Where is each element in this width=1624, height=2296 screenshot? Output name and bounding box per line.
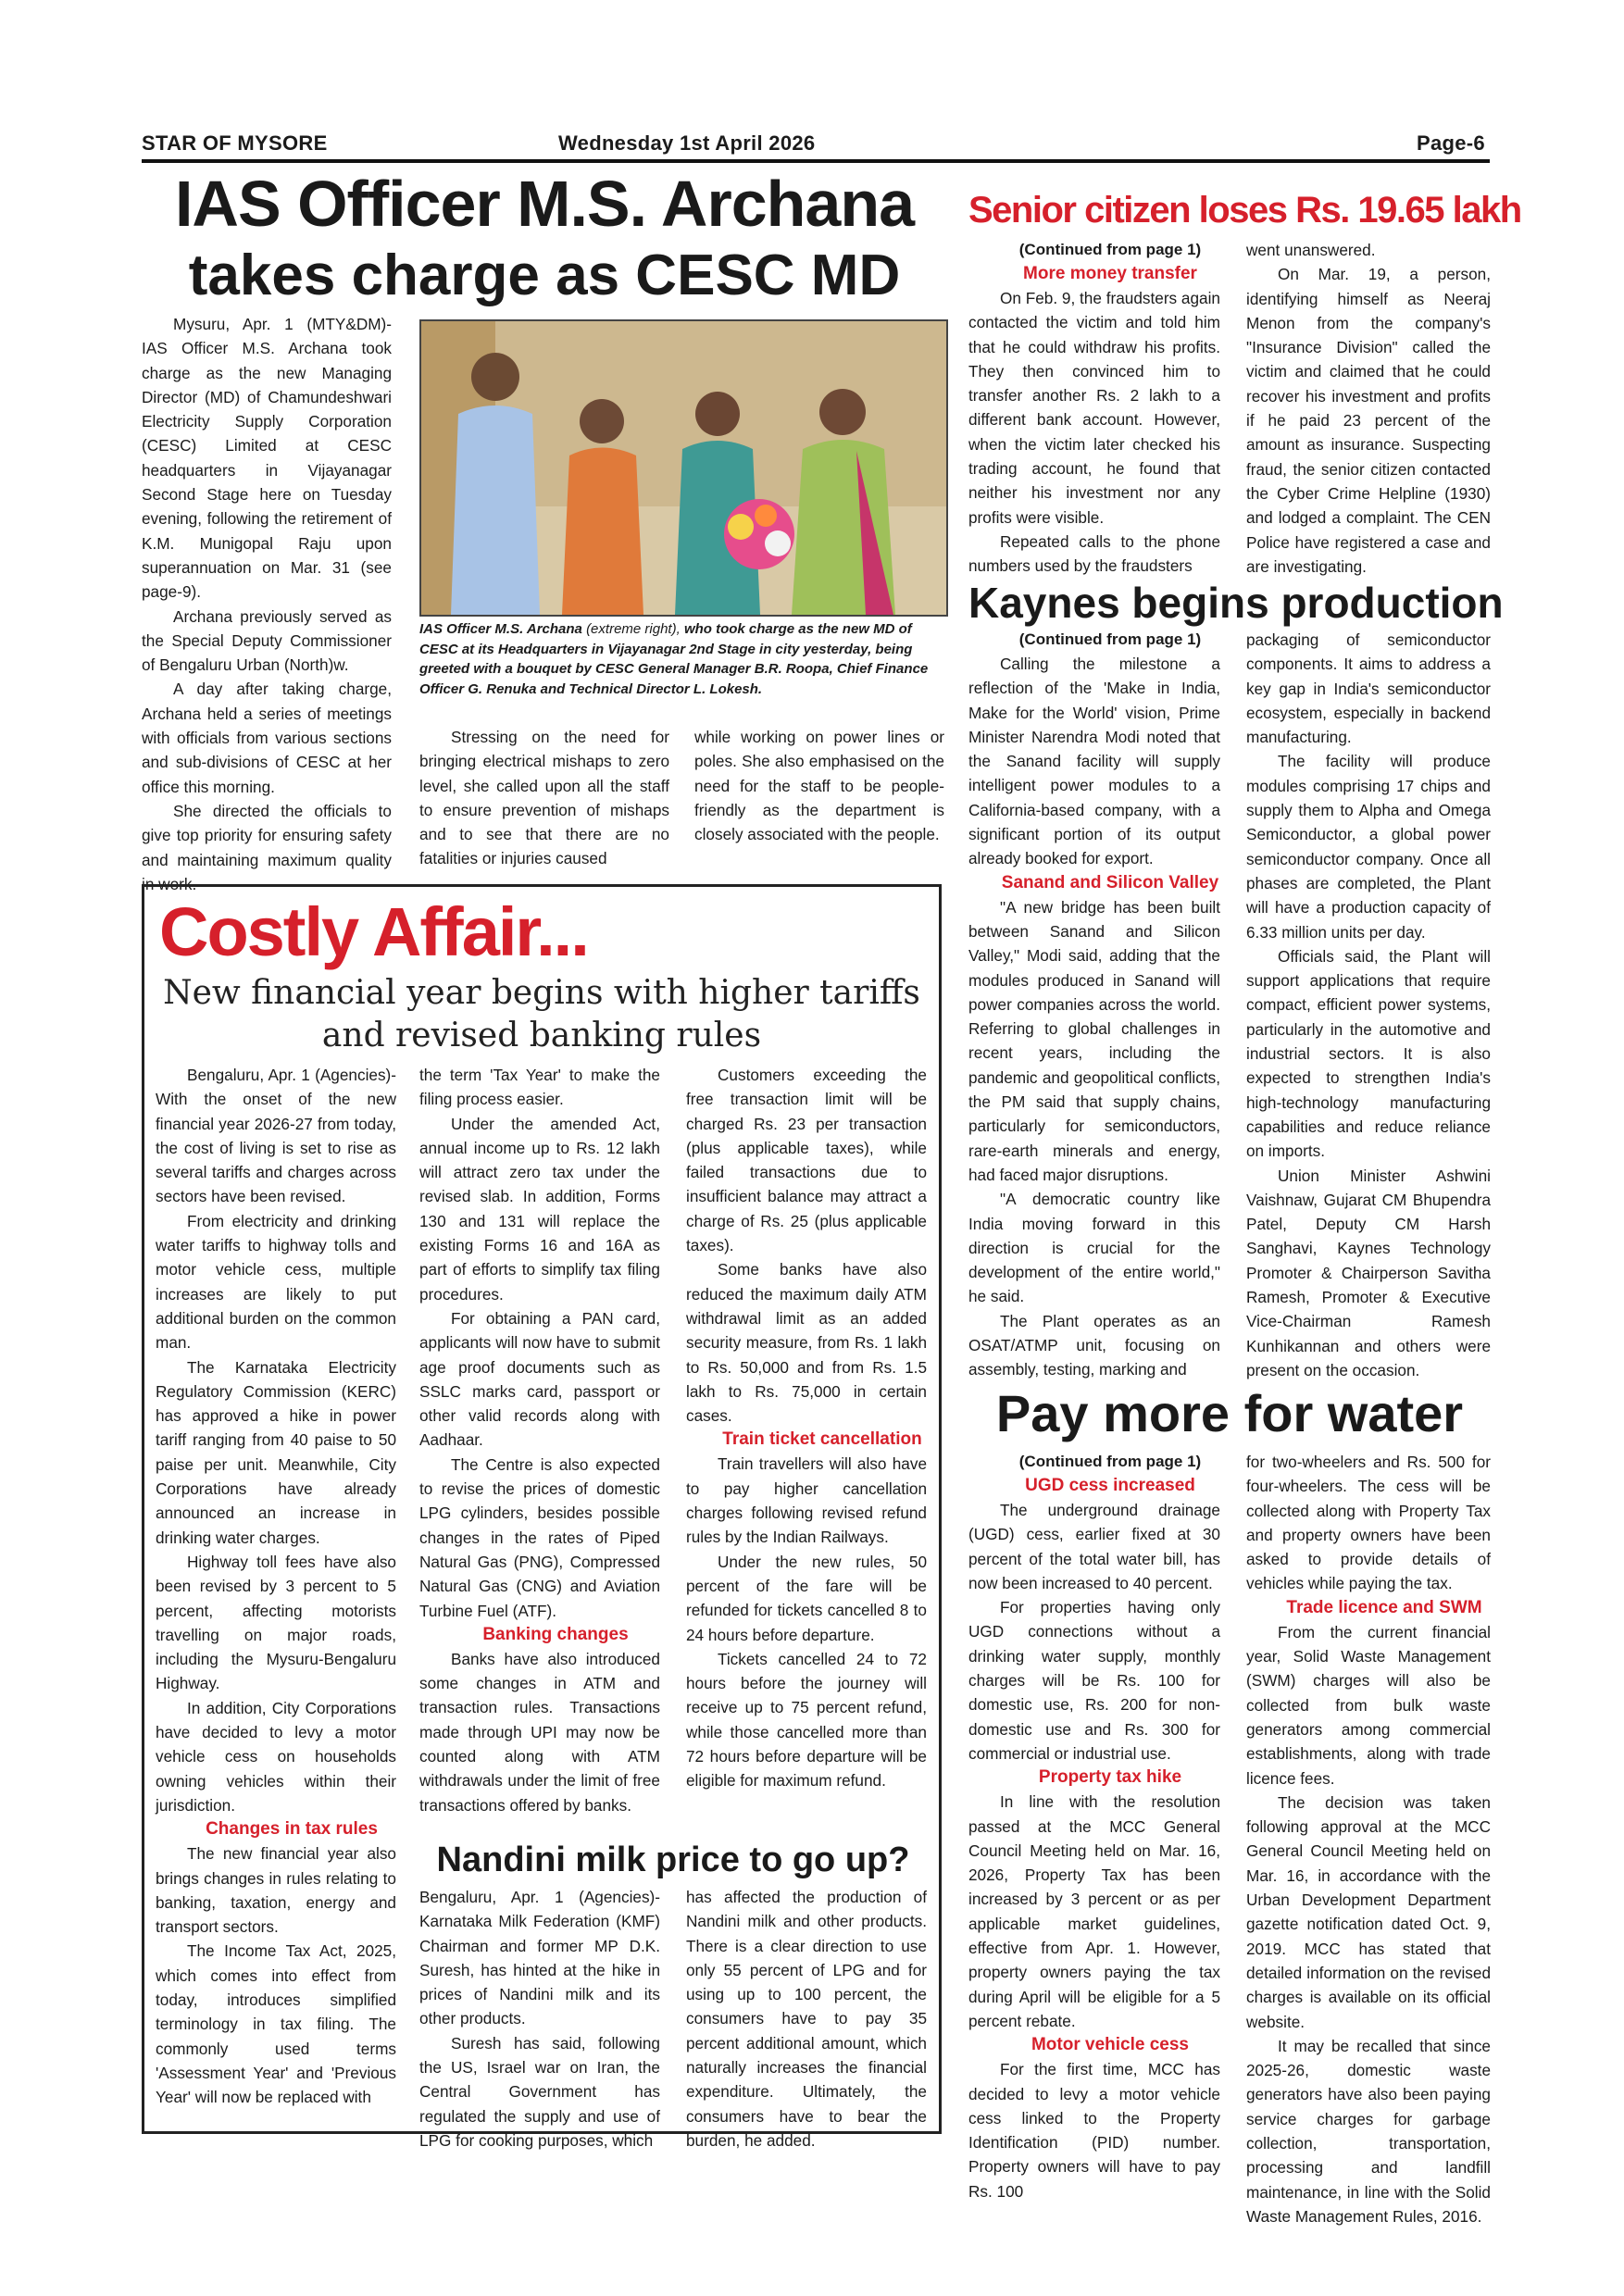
costly-para: The Income Tax Act, 2025, which comes into effect from today, introduces simplified terminology in tax filing. The commonly used terms 'Assessment Year' and 'Previous Year' will now be replaced with	[156, 1941, 396, 2107]
continued-label: (Continued from page 1)	[1018, 241, 1202, 258]
kaynes-column-1	[968, 628, 1220, 1382]
nandini-para: Suresh has said, following the US, Israel war on Iran, the Central Government has regulated the supply and use of LPG for cooking purposes, which	[419, 2033, 660, 2150]
kaynes-para: Union Minister Ashwini Vaishnaw, Gujarat CM Bhupendra Patel, Deputy CM Harsh Sanghavi, Kaynes Technology Promoter & Chairperson Savitha Ramesh, Promoter & Executive Vice-Chairman Ramesh Kunhikannan and others were present on the occasion.	[1246, 1166, 1491, 1379]
masthead-date: Wednesday 1st April 2026	[558, 131, 816, 155]
water-para: For properties having only UGD connections without a drinking water supply, monthly charges will be Rs. 100 for domestic use, Rs. 200 for non-domestic use and Rs. 300 for commercial or industrial use.	[968, 1598, 1220, 1763]
nandini-headline: Nandini milk price to go up?	[436, 1841, 910, 1879]
caption-paren: (extreme right),	[586, 621, 681, 637]
water-para: The underground drainage (UGD) cess, earlier fixed at 30 percent of the total water bill, has now been increased to 40 percent.	[968, 1501, 1220, 1592]
costly-para: Highway toll fees have also been revised by 3 percent to 5 percent, affecting motorists travelling on major roads, including the Mysuru-Bengaluru Highway.	[156, 1552, 396, 1693]
subhead: Sanand and Silicon Valley	[1001, 872, 1219, 892]
costly-para: Under the new rules, 50 percent of the fare will be refunded for tickets cancelled 8 to 24 hours before departure.	[686, 1552, 927, 1644]
masthead-page-number: Page-6	[1417, 131, 1485, 155]
continued-label: (Continued from page 1)	[1018, 1453, 1202, 1470]
archana-para: Archana previously served as the Special Deputy Commissioner of Bengaluru Urban (North)w.	[142, 606, 392, 675]
senior-headline: Senior citizen loses Rs. 19.65 lakh	[968, 190, 1521, 231]
costly-column-3	[686, 1063, 927, 1793]
costly-deck: New financial year begins with higher tariffs and revised banking rules	[163, 974, 920, 1054]
kaynes-para: The facility will produce modules comprising 17 chips and supply them to Alpha and Omega Semiconductor, a global power semiconductor company. Once all phases are completed, the Plant will have a production capacity of 6.33 million units per day.	[1246, 752, 1491, 942]
costly-para: Under the amended Act, annual income up to Rs. 12 lakh will attract zero tax under the revised slab. In addition, Forms 130 and 131 will replace the existing Forms 16 and 16A as part of efforts to simplify tax filing procedures.	[419, 1114, 660, 1304]
water-para: In line with the resolution passed at the MCC General Council Meeting held on Mar. 16, 2026, Property Tax has been increased by 3 percent or as per applicable market guidelines, effective from Apr. 1. However, property owners paying the tax during April will be eligible for a 5 percent rebate.	[968, 1792, 1220, 2030]
kaynes-para: packaging of semiconductor components. It aims to address a key gap in India's semiconductor ecosystem, especially in backend manufacturing.	[1246, 630, 1491, 747]
senior-column-2	[1246, 238, 1491, 579]
costly-para: The Karnataka Electricity Regulatory Commission (KERC) has approved a hike in power tariff ranging from 40 paise to 50 paise per unit. Meanwhile, City Corporations have already announced an increase in drinking water charges.	[156, 1357, 396, 1547]
water-column-1	[968, 1450, 1220, 2203]
costly-para: The new financial year also brings changes in rules relating to banking, taxation, energy and transport sectors.	[156, 1844, 396, 1937]
costly-para: Train travellers will also have to pay higher cancellation charges following revised refund rules by the Indian Railways.	[686, 1454, 927, 1547]
costly-para: From electricity and drinking water tariffs to highway tolls and motor vehicle cess, multiple increases are likely to put additional burden on the common man.	[156, 1211, 396, 1353]
kaynes-para: The Plant operates as an OSAT/ATMP unit, focusing on assembly, testing, marking and	[968, 1311, 1220, 1379]
archana-para: Stressing on the need for bringing electrical mishaps to zero level, she called upon all the staff to ensure prevention of mishaps and to see that there are no fatalities or injuries caused	[419, 728, 669, 868]
water-para: The decision was taken following approval at the MCC General Council Meeting held on Mar. 16, in accordance with the Urban Development Department gazette notification dated Oct. 9, 2019. MCC has stated that detailed information on the revised charges is available on its official website.	[1246, 1792, 1491, 2031]
kaynes-headline: Kaynes begins production	[968, 579, 1504, 627]
masthead-paper-name: STAR OF MYSORE	[142, 131, 328, 155]
costly-para: the term 'Tax Year' to make the filing process easier.	[419, 1066, 660, 1109]
nandini-para: Bengaluru, Apr. 1 (Agencies)- Karnataka Milk Federation (KMF) Chairman and former MP D.K. Suresh, has hinted at the hike in prices of Nandini milk and its other products.	[419, 1888, 660, 2028]
nandini-para: has affected the production of Nandini milk and other products. There is a clear direction to use only 55 percent of LPG and for using up to 100 percent, the consumers have to pay 35 percent additional amount, which naturally increases the financial expenditure. Ultimately, the consumers have to bear the burden, he added.	[686, 1888, 927, 2150]
senior-para: went unanswered.	[1246, 241, 1376, 259]
subhead: Trade licence and SWM	[1286, 1597, 1482, 1617]
water-column-2	[1246, 1450, 1491, 2228]
water-para: It may be recalled that since 2025-26, domestic waste generators have also been paying service charges for garbage collection, transportation, processing and landfill maintenance, in line with the Solid Waste Management Rules, 2016.	[1246, 2036, 1491, 2226]
senior-para: On Mar. 19, a person, identifying himself as Neeraj Menon from the company's "Insurance Division" called the victim and claimed that he could recover his investment and profits if he paid 23 percent of the amount as insurance. Suspecting fraud, the senior citizen contacted the Cyber Crime Helpline (1930) and lodged a complaint. The CEN Police have registered a case and are investigating.	[1246, 265, 1491, 576]
costly-column-2	[419, 1063, 660, 1817]
subhead: More money transfer	[1023, 264, 1197, 283]
costly-kicker: Costly Affair...	[159, 893, 588, 970]
subhead: Property tax hike	[1038, 1767, 1182, 1788]
costly-para: Bengaluru, Apr. 1 (Agencies)- With the onset of the new financial year 2026-27 from today, the cost of living is set to rise as several tariffs and charges across sectors have been revised.	[156, 1066, 396, 1206]
archana-para: while working on power lines or poles. She also emphasised on the need for the staff to be people-friendly as the department is closely associated with the people.	[694, 728, 944, 844]
senior-para: Repeated calls to the phone numbers used by the fraudsters	[968, 531, 1220, 576]
continued-label: (Continued from page 1)	[1018, 630, 1202, 648]
archana-headline-line1: IAS Officer M.S. Archana	[174, 168, 915, 240]
caption-rest: who took charge as the new MD of CESC at its Headquarters in Vijayanagar 2nd Stage in city yesterday, being greeted with a bouquet by CESC General Manager B.R. Roopa, Chief Finance Officer G. Renuka and Technical Director L. Lokesh.	[419, 621, 929, 697]
archana-headline-line2: takes charge as CESC MD	[188, 243, 901, 307]
archana-mid-column-1	[419, 725, 669, 871]
archana-para: A day after taking charge, Archana held a series of meetings with officials from various sections and sub-divisions of CESC at her office this morning.	[142, 680, 392, 796]
senior-para: On Feb. 9, the fraudsters again contacted the victim and told him that he could withdraw his profits. They then convinced him to transfer another Rs. 2 lakh to a different bank account. However, when the victim later checked his trading account, he found that neither his investment nor any profits were visible.	[968, 289, 1220, 527]
senior-column-1	[968, 238, 1220, 579]
nandini-column-2	[686, 1885, 927, 2152]
kaynes-para: "A democratic country like India moving forward in this direction is crucial for the development of the entire world," he said.	[968, 1190, 1220, 1306]
water-para: For the first time, MCC has decided to levy a motor vehicle cess linked to the Property Identification (PID) number. Property owners will have to pay Rs. 100	[968, 2060, 1220, 2201]
archana-left-column	[142, 312, 392, 896]
costly-para: Tickets cancelled 24 to 72 hours before the journey will receive up to 75 percent refund, while those cancelled more than 72 hours before departure will be eligible for maximum refund.	[686, 1649, 927, 1791]
archana-photo-caption	[419, 619, 944, 699]
archana-para: She directed the officials to give top priority for ensuring safety and maintaining maximum quality in work.	[142, 801, 392, 893]
costly-para: The Centre is also expected to revise the prices of domestic LPG cylinders, besides possible changes in the rates of Piped Natural Gas (PNG), Compressed Natural Gas (CNG) and Aviation Turbine Fuel (ATF).	[419, 1454, 660, 1620]
subhead: Banking changes	[482, 1624, 629, 1644]
costly-para: Banks have also introduced some changes in ATM and transaction rules. Transactions made through UPI may now be counted along with ATM withdrawals under the limit of free transactions offered by banks.	[419, 1649, 660, 1815]
water-para: for two-wheelers and Rs. 500 for four-wheelers. The cess will be collected along with Property Tax and property owners have been asked to provide details of vehicles while paying the tax.	[1246, 1453, 1491, 1593]
kaynes-para: Calling the milestone a reflection of the 'Make in India, Make for the World' vision, Prime Minister Narendra Modi noted that the Sanand facility will supply intelligent power modules to a California-based company, with a significant portion of its output already booked for export.	[968, 655, 1220, 868]
archana-mid-column-2	[694, 725, 944, 846]
subhead: UGD cess increased	[1025, 1476, 1195, 1495]
caption-name: IAS Officer M.S. Archana	[419, 621, 582, 637]
nandini-column-1	[419, 1885, 660, 2152]
archana-photo-illustration	[421, 321, 946, 615]
costly-para: Customers exceeding the free transaction limit will be charged Rs. 23 per transaction (plus applicable taxes), while failed transactions due to insufficient balance may attract a charge of Rs. 25 (plus applicable taxes).	[686, 1066, 927, 1255]
subhead: Changes in tax rules	[206, 1819, 378, 1840]
water-headline: Pay more for water	[995, 1384, 1464, 1442]
archana-para: Mysuru, Apr. 1 (MTY&DM)- IAS Officer M.S. Archana took charge as the new Managing Director (MD) of Chamundeshwari Electricity Supply Corporation (CESC) Limited at CESC headquarters in Vijayanagar Second Stage here on Tuesday evening, following the retirement of K.M. Munigopal Raju upon superannuation on Mar. 31 (see page-9).	[142, 315, 392, 602]
kaynes-para: "A new bridge has been built between Sanand and Silicon Valley," Modi said, adding that the modules produced in Sanand will power companies across the world. Referring to global challenges in recent years, including the pandemic and geopolitical conflicts, the PM said that supply chains, particularly for semiconductors, rare-earth minerals and energy, had faced major disruptions.	[968, 897, 1220, 1184]
subhead: Motor vehicle cess	[1031, 2035, 1190, 2055]
kaynes-para: Officials said, the Plant will support applications that require compact, efficient power systems, particularly in the automotive and industrial sectors. It is also expected to strengthen India's high-technology manufacturing capabilities and reduce reliance on imports.	[1246, 946, 1491, 1161]
costly-para: Some banks have also reduced the maximum daily ATM withdrawal limit as an added security measure, from Rs. 1 lakh to Rs. 50,000 and from Rs. 1.5 lakh to Rs. 75,000 in certain cases.	[686, 1260, 927, 1426]
costly-para: In addition, City Corporations have decided to levy a motor vehicle cess on households owning vehicles within their jurisdiction.	[156, 1698, 396, 1815]
water-para: From the current financial year, Solid Waste Management (SWM) charges will also be collected from bulk waste generators among commercial establishments, along with trade licence fees.	[1246, 1622, 1491, 1788]
kaynes-column-2	[1246, 628, 1491, 1382]
costly-column-1	[156, 1063, 396, 2109]
costly-para: For obtaining a PAN card, applicants will now have to submit age proof documents such as SSLC marks card, passport or other valid records along with Aadhaar.	[419, 1308, 660, 1450]
subhead: Train ticket cancellation	[722, 1429, 922, 1450]
archana-photo	[419, 319, 948, 617]
masthead-rule	[142, 159, 1490, 163]
